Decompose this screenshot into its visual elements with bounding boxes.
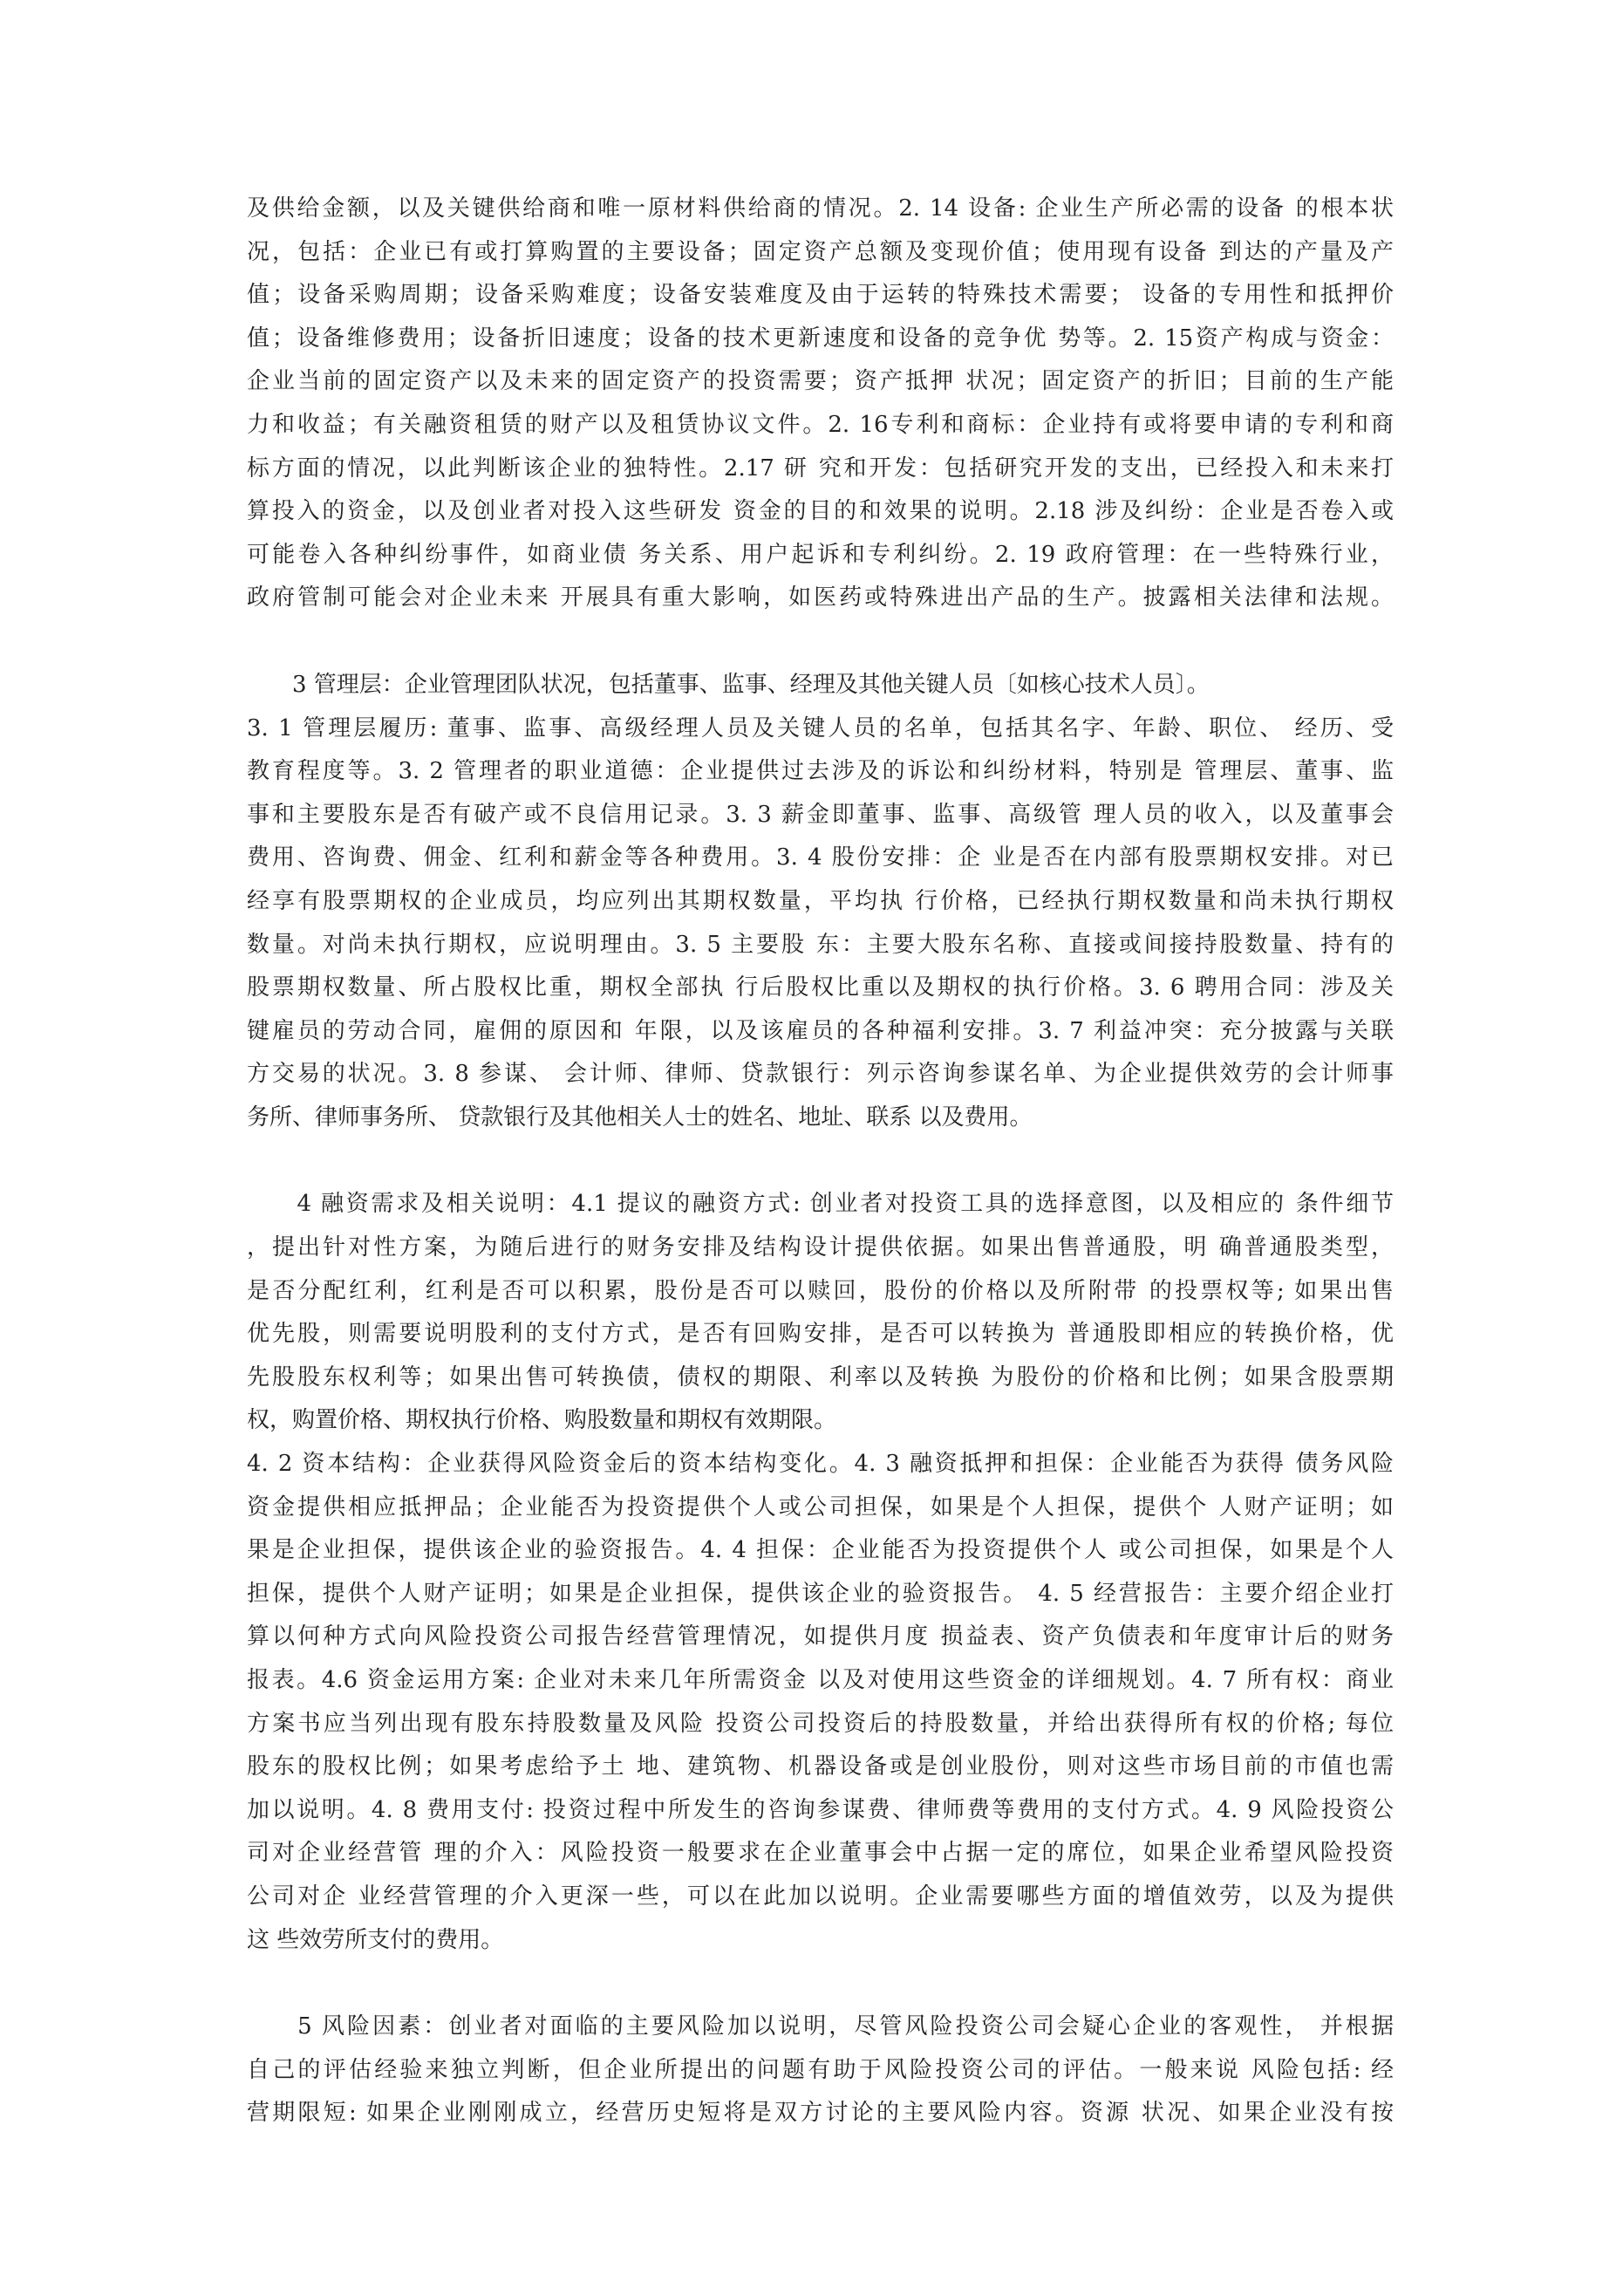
- text-line: 这 些效劳所支付的费用。: [247, 1926, 504, 1953]
- text-line: 4. 2 资本结构：企业获得风险资金后的资本结构变化。4. 3 融资抵押和担保：企业能否为获得 债务风险: [247, 1451, 1394, 1478]
- text-line: 先股股东权利等；如果出售可转换债，债权的期限、利率以及转换 为股份的价格和比例；如果含股票期: [247, 1363, 1394, 1391]
- text-line: 公司对企 业经营管理的介入更深一些，可以在此加以说明。企业需要哪些方面的增值效劳，以及为提供: [247, 1883, 1394, 1910]
- paragraph-risk-factors: [247, 2006, 1394, 2135]
- text-line: 教育程度等。3. 2 管理者的职业道德：企业提供过去涉及的诉讼和纠纷材料，特别是 管理层、董事、监: [247, 758, 1394, 785]
- text-line: 4 融资需求及相关说明：4.1 提议的融资方式: 创业者对投资工具的选择意图，以及相应的 条件细节: [247, 1191, 1394, 1218]
- text-column: [247, 188, 1394, 2135]
- text-line: 况，包括：企业已有或打算购置的主要设备；固定资产总额及变现价值；使用现有设备 到达的产量及产: [247, 238, 1394, 265]
- text-line: 股东的股权比例；如果考虑给予土 地、建筑物、机器设备或是创业股份，则对这些市场目前的市值也需: [247, 1753, 1394, 1780]
- text-line: 加以说明。4. 8 费用支付: 投资过程中所发生的咨询参谋费、律师费等费用的支付方式。4. 9 风险投资公: [247, 1796, 1394, 1823]
- text-line: 务所、律师事务所、 贷款银行及其他相关人士的姓名、地址、联系 以及费用。: [247, 1104, 1033, 1131]
- text-line: 可能卷入各种纠纷事件，如商业债 务关系、用户起诉和专利纠纷。2. 19 政府管理：在一些特殊行业，: [247, 541, 1394, 568]
- text-line: 方交易的状况。3. 8 参谋、 会计师、律师、贷款银行：列示咨询参谋名单、为企业提供效劳的会计师事: [247, 1061, 1394, 1088]
- text-line: 值；设备维修费用；设备折旧速度；设备的技术更新速度和设备的竞争优 势等。2. 15资产构成与资金：: [247, 325, 1394, 352]
- text-line: 3. 1 管理层履历: 董事、监事、高级经理人员及关键人员的名单，包括其名字、年龄、职位、 经历、受: [247, 714, 1394, 741]
- text-line: 是否分配红利，红利是否可以积累，股份是否可以赎回，股份的价格以及所附带 的投票权等; 如果出售: [247, 1277, 1394, 1304]
- text-line: 资金提供相应抵押品；企业能否为投资提供个人或公司担保，如果是个人担保，提供个 人财产证明；如: [247, 1493, 1394, 1520]
- text-line: 力和收益；有关融资租赁的财产以及租赁协议文件。2. 16专利和商标：企业持有或将要申请的专利和商: [247, 411, 1394, 438]
- text-line: 3 管理层：企业管理团队状况，包括董事、监事、经理及其他关键人员〔如核心技术人员〕。: [247, 671, 1210, 698]
- paragraph-gap: [247, 1139, 1394, 1183]
- text-line: 股票期权数量、所占股权比重，期权全部执 行后股权比重以及期权的执行价格。3. 6 聘用合同：涉及关: [247, 974, 1394, 1001]
- paragraph-gap: [247, 1962, 1394, 2006]
- paragraph-financing: [247, 1183, 1394, 1962]
- text-line: 标方面的情况，以此判断该企业的独特性。2.17 研 究和开发：包括研究开发的支出，已经投入和未来打: [247, 454, 1394, 482]
- paragraph-equipment-assets: [247, 188, 1394, 620]
- text-line: 司对企业经营管 理的介入：风险投资一般要求在企业董事会中占据一定的席位，如果企业希望风险投资: [247, 1840, 1394, 1867]
- text-line: 权，购置价格、期权执行价格、购股数量和期权有效期限。: [247, 1407, 837, 1434]
- text-line: 企业当前的固定资产以及未来的固定资产的投资需要；资产抵押 状况；固定资产的折旧；目前的生产能: [247, 368, 1394, 395]
- text-line: 算投入的资金，以及创业者对投入这些研发 资金的目的和效果的说明。2.18 涉及纠纷：企业是否卷入或: [247, 498, 1394, 525]
- text-line: 费用、咨询费、佣金、红利和薪金等各种费用。3. 4 股份安排：企 业是否在内部有股票期权安排。对已: [247, 844, 1394, 871]
- text-line: 经享有股票期权的企业成员，均应列出其期权数量，平均执 行价格，已经执行期权数量和尚未执行期权: [247, 887, 1394, 914]
- text-line: 键雇员的劳动合同，雇佣的原因和 年限，以及该雇员的各种福利安排。3. 7 利益冲突：充分披露与关联: [247, 1017, 1394, 1044]
- text-line: 数量。对尚未执行期权，应说明理由。3. 5 主要股 东：主要大股东名称、直接或间接持股数量、持有的: [247, 931, 1394, 958]
- text-line: 事和主要股东是否有破产或不良信用记录。3. 3 薪金即董事、监事、高级管 理人员的收入，以及董事会: [247, 801, 1394, 828]
- text-line: 优先股，则需要说明股利的支付方式，是否有回购安排，是否可以转换为 普通股即相应的转换价格，优: [247, 1321, 1394, 1348]
- text-line: 自己的评估经验来独立判断，但企业所提出的问题有助于风险投资公司的评估。一般来说 风险包括: 经: [247, 2056, 1394, 2083]
- paragraph-gap: [247, 620, 1394, 664]
- text-line: 营期限短: 如果企业刚刚成立，经营历史短将是双方讨论的主要风险内容。资源 状况、如果企业没有按: [247, 2100, 1394, 2127]
- text-line: 报表。4.6 资金运用方案: 企业对未来几年所需资金 以及对使用这些资金的详细规划。4. 7 所有权：商业: [247, 1667, 1394, 1693]
- text-line: ，提出针对性方案，为随后进行的财务安排及结构设计提供依据。如果出售普通股，明 确普通股类型，: [247, 1234, 1394, 1261]
- paragraph-management: [247, 664, 1394, 1140]
- text-line: 算以何种方式向风险投资公司报告经营管理情况，如提供月度 损益表、资产负债表和年度审计后的财务: [247, 1623, 1394, 1650]
- text-line: 及供给金额，以及关键供给商和唯一原材料供给商的情况。2. 14 设备: 企业生产所必需的设备 的根本状: [247, 195, 1394, 222]
- text-line: 政府管制可能会对企业未来 开展具有重大影响，如医药或特殊进出产品的生产。披露相关法律和法规。: [247, 584, 1394, 612]
- text-line: 果是企业担保，提供该企业的验资报告。4. 4 担保：企业能否为投资提供个人 或公司担保，如果是个人: [247, 1537, 1394, 1564]
- text-line: 担保，提供个人财产证明；如果是企业担保，提供该企业的验资报告。 4. 5 经营报告：主要介绍企业打: [247, 1580, 1394, 1607]
- text-line: 值；设备采购周期；设备采购难度；设备安装难度及由于运转的特殊技术需要； 设备的专用性和抵押价: [247, 282, 1394, 309]
- text-line: 5 风险因素：创业者对面临的主要风险加以说明，尽管风险投资公司会疑心企业的客观性， 并根据: [247, 2013, 1394, 2040]
- text-line: 方案书应当列出现有股东持股数量及风险 投资公司投资后的持股数量，并给出获得所有权的价格; 每位: [247, 1710, 1394, 1737]
